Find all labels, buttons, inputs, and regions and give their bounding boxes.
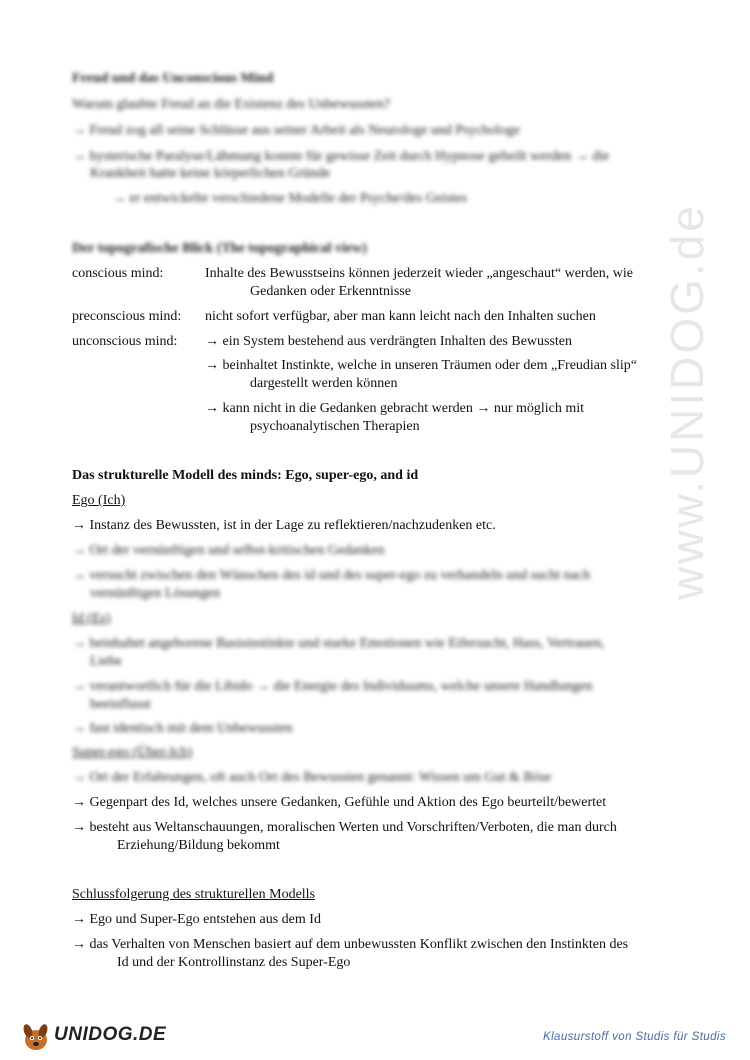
id-point: → beinhaltet angeborene Basisinstinkte und starke Emotionen wie Eifersucht, Hass, Vertrauen, bbox=[72, 636, 605, 651]
id-point: → verantwortlich für die Libido → die Energie des Individuums, welche unsere Handlungen bbox=[72, 679, 593, 694]
conclusion-point: Id und der Kontrollinstanz des Super-Ego bbox=[117, 955, 351, 970]
term-definition: psychoanalytischen Therapien bbox=[250, 419, 420, 434]
watermark: www.UNIDOG.de bbox=[661, 203, 713, 600]
id-point: → fast identisch mit dem Unbewussten bbox=[72, 721, 293, 736]
super-ego-heading: Super-ego (Über-Ich) bbox=[72, 745, 193, 760]
term-label: conscious mind: bbox=[72, 266, 164, 281]
ego-point: vernünftigen Lösungen bbox=[90, 586, 221, 601]
unidog-logo bbox=[20, 1022, 167, 1052]
footer-tagline: Klausurstoff von Studis für Studis bbox=[543, 1031, 726, 1043]
dog-mascot-icon bbox=[20, 1022, 52, 1052]
term-definition: Gedanken oder Erkenntnisse bbox=[250, 284, 411, 299]
super-ego-point: Erziehung/Bildung bekommt bbox=[117, 838, 280, 853]
term-definition: → beinhaltet Instinkte, welche in unseren Träumen oder dem „Freudian slip“ bbox=[205, 358, 637, 373]
ego-point: → Ort der vernünftigen und selbst-kritischen Gedanken bbox=[72, 543, 385, 558]
section1-paragraph: Krankheit hatte keine körperlichen Gründe bbox=[90, 166, 331, 181]
ego-heading: Ego (Ich) bbox=[72, 493, 126, 508]
conclusion-point: → das Verhalten von Menschen basiert auf dem unbewussten Konflikt zwischen den Instinkten des bbox=[72, 937, 629, 952]
term-definition: → kann nicht in die Gedanken gebracht werden → nur möglich mit bbox=[205, 401, 585, 416]
conclusion-point: → Ego und Super-Ego entstehen aus dem Id bbox=[72, 912, 321, 927]
section3-title: Das strukturelle Modell des minds: Ego, super-ego, and id bbox=[72, 468, 419, 483]
ego-point: → Instanz des Bewussten, ist in der Lage zu reflektieren/nachzudenken etc. bbox=[72, 518, 496, 533]
term-definition: nicht sofort verfügbar, aber man kann leicht nach den Inhalten suchen bbox=[205, 309, 596, 324]
conclusion-heading: Schlussfolgerung des strukturellen Modells bbox=[72, 887, 316, 902]
logo-text: UNIDOG.DE bbox=[54, 1024, 167, 1045]
term-label: preconscious mind: bbox=[72, 309, 182, 324]
super-ego-point: → Ort der Erfahrungen, oft auch Ort des Bewussten genannt: Wissen um Gut & Böse bbox=[72, 770, 552, 785]
section1-paragraph: → Freud zog all seine Schlüsse aus seiner Arbeit als Neurologe und Psychologe bbox=[72, 123, 520, 138]
id-heading: Id (Es) bbox=[72, 611, 111, 626]
ego-point: → versucht zwischen den Wünschen des id und des super-ego zu verhandeln und sucht nach bbox=[72, 568, 591, 583]
id-point: Liebe bbox=[90, 654, 122, 669]
section2-title: Der topografische Blick (The topographical view) bbox=[72, 241, 367, 256]
term-definition: Inhalte des Bewusstseins können jederzeit wieder „angeschaut“ werden, wie bbox=[205, 266, 634, 281]
section1-title: Freud und das Unconscious Mind bbox=[72, 71, 274, 86]
section1-paragraph: → hysterische Paralyse/Lähmung konnte für gewisse Zeit durch Hypnose geheilt werden → die bbox=[72, 149, 610, 164]
section1-paragraph: → er entwickelte verschiedene Modelle der Psyche/des Geistes bbox=[112, 191, 467, 206]
term-definition: → ein System bestehend aus verdrängten Inhalten des Bewussten bbox=[205, 334, 573, 349]
term-definition: dargestellt werden können bbox=[250, 376, 398, 391]
super-ego-point: → besteht aus Weltanschauungen, moralischen Werten und Vorschriften/Verboten, die man durch bbox=[72, 820, 617, 835]
term-label: unconscious mind: bbox=[72, 334, 178, 349]
super-ego-point: → Gegenpart des Id, welches unsere Gedanken, Gefühle und Aktion des Ego beurteilt/bewertet bbox=[72, 795, 607, 810]
id-point: beeinflusst bbox=[90, 697, 151, 712]
section1-question: Warum glaubte Freud an die Existenz des Unbewussten? bbox=[72, 97, 391, 112]
